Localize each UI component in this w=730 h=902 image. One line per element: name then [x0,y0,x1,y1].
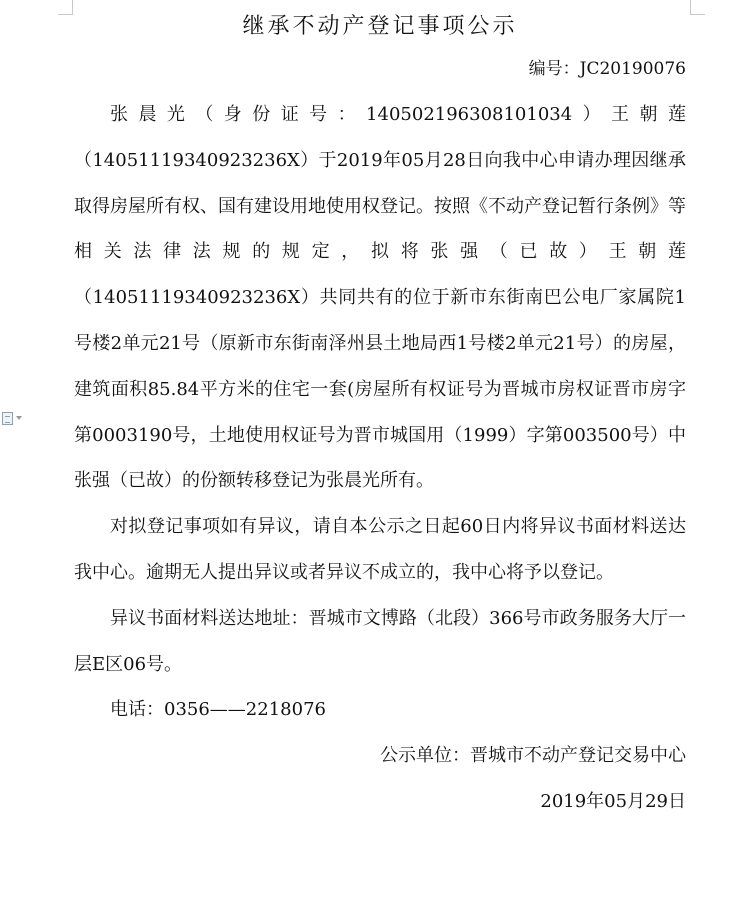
document-icon [2,412,13,425]
phone-line: 电话：0356——2218076 [110,699,326,721]
page-corner-mark-left [58,0,73,15]
issuer-line: 公示单位：晋城市不动产登记交易中心 [380,745,686,767]
document-page [74,8,686,825]
announcement-paragraph: 张晨光（身份证号：140502196308101034）王朝莲（14051119340923236X）于2019年05月28日向我中心申请办理因继承取得房屋所有权、国有建设用地使用权登记。按照《不动产登记暂行条例》等相关法律法规的规定，拟将张强（已故）王朝莲（14051119340923236X）共同共有的位于新市东街南巴公电厂家属院1号楼2单元21号（原新市东街南泽州县土地局西1号楼2单元21号）的房屋，建筑面积85.84平方米的住宅一套(房屋所有权证号为晋城市房权证晋市房字第0003190号，土地使用权证号为晋市城国用（1999）字第003500号）中张强（已故）的份额转移登记为张晨光所有。 [74,104,686,492]
objection-paragraph: 对拟登记事项如有异议，请自本公示之日起60日内将异议书面材料送达我中心。逾期无人提出异议或者异议不成立的，我中心将予以登记。 [74,516,686,583]
chevron-down-icon [16,416,22,420]
document-number: 编号：JC20190076 [528,59,686,79]
date-line: 2019年05月29日 [540,790,686,812]
document-title: 继承不动产登记事项公示 [242,14,518,39]
page-corner-mark-right [690,0,705,15]
address-paragraph: 异议书面材料送达地址：晋城市文博路（北段）366号市政务服务大厅一层E区06号。 [74,607,686,675]
document-options-icon[interactable] [2,410,28,426]
